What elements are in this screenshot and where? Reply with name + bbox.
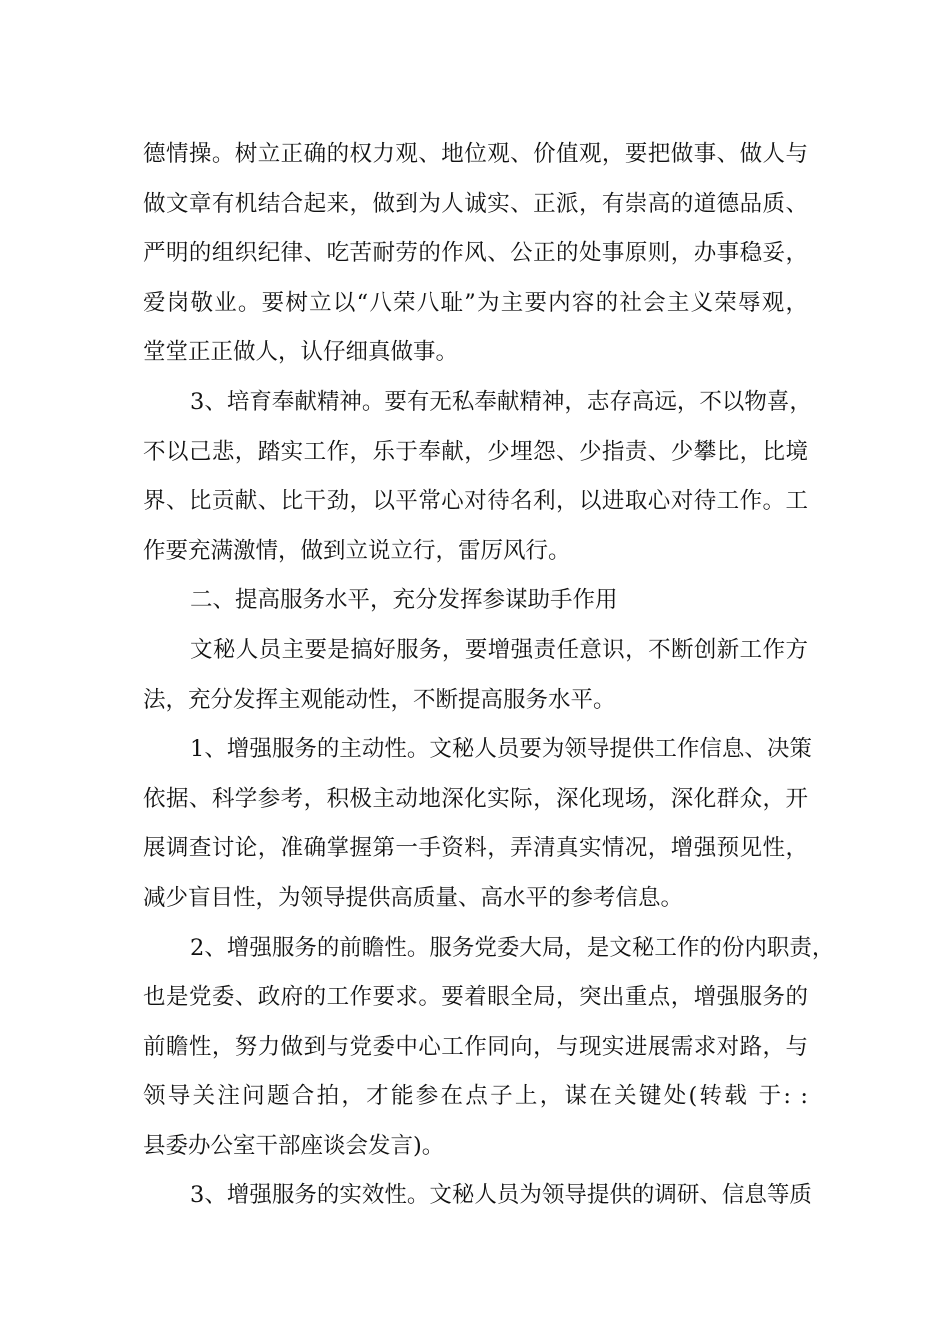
text-line: 不以己悲，踏实工作，乐于奉献，少埋怨、少指责、少攀比，比境 [143,438,808,465]
text-line: 3、增强服务的实效性。文秘人员为领导提供的调研、信息等质 [190,1182,812,1209]
text-line: 展调查讨论，准确掌握第一手资料，弄清真实情况，增强预见性， [143,835,808,862]
text-line: 前瞻性，努力做到与党委中心工作同向，与现实进展需求对路，与 [143,1033,808,1060]
text-line: 1、增强服务的主动性。文秘人员要为领导提供工作信息、决策 [190,736,812,763]
document-body [143,130,835,1221]
text-line: 减少盲目性，为领导提供高质量、高水平的参考信息。 [143,884,684,911]
text-line: 严明的组织纪律、吃苦耐劳的作风、公正的处事原则，办事稳妥， [143,240,808,267]
text-line: 3、培育奉献精神。要有无私奉献精神，志存高远，不以物喜， [190,388,812,415]
text-line: 界、比贡献、比干劲，以平常心对待名利，以进取心对待工作。工 [143,488,808,515]
text-line: 作要充满激情，做到立说立行，雷厉风行。 [143,537,571,564]
text-line: 二、提高服务水平，充分发挥参谋助手作用 [190,587,618,614]
text-line: 法，充分发挥主观能动性，不断提高服务水平。 [143,686,616,713]
text-line: 县委办公室干部座谈会发言)。 [143,1132,445,1159]
text-line: 2、增强服务的前瞻性。服务党委大局，是文秘工作的份内职责， [190,934,835,961]
text-line: 爱岗敬业。要树立以“八荣八耻”为主要内容的社会主义荣辱观， [143,289,808,316]
text-line: 也是党委、政府的工作要求。要着眼全局，突出重点，增强服务的 [143,984,808,1011]
text-line: 做文章有机结合起来，做到为人诚实、正派，有崇高的道德品质、 [143,190,808,217]
text-line: 德情操。树立正确的权力观、地位观、价值观，要把做事、做人与 [143,141,808,167]
text-line: 堂堂正正做人，认仔细真做事。 [143,339,459,366]
text-line: 依据、科学参考，积极主动地深化实际，深化现场，深化群众，开 [143,785,808,812]
text-line: 文秘人员主要是搞好服务，要增强责任意识，不断创新工作方 [190,636,808,663]
text-line: 领导关注问题合拍，才能参在点子上，谋在关键处(转载 于: : [143,1083,808,1110]
